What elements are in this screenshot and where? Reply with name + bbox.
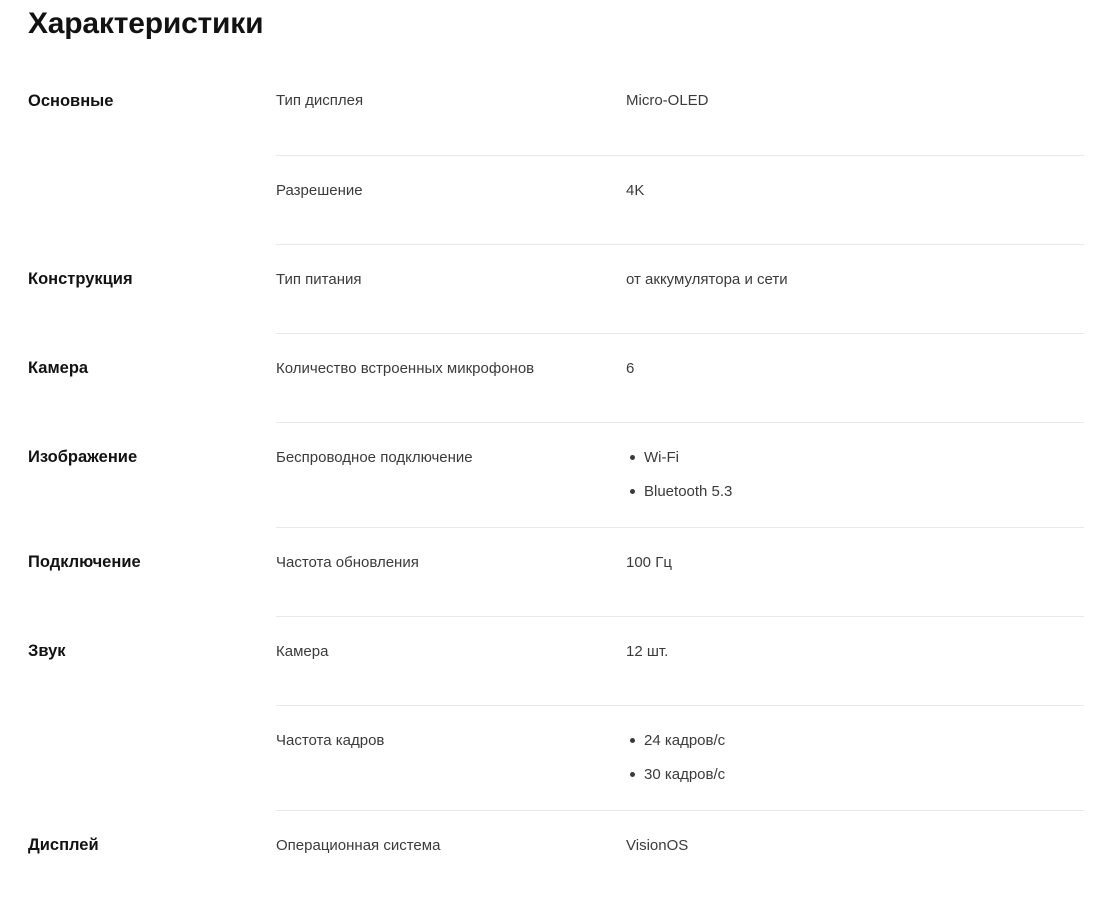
spec-entry xyxy=(276,333,1084,422)
spec-value: VisionOS xyxy=(626,837,689,854)
spec-value: 4K xyxy=(626,182,645,199)
spec-value: от аккумулятора и сети xyxy=(626,271,788,288)
specifications-table xyxy=(28,66,1084,899)
spec-value: 6 xyxy=(626,360,635,377)
spec-value: 12 шт. xyxy=(626,643,669,660)
table-row xyxy=(28,810,1084,899)
spec-group-label: Дисплей xyxy=(28,836,99,854)
spec-group-label: Конструкция xyxy=(28,270,133,288)
spec-group-label: Основные xyxy=(28,92,114,110)
spec-value-list xyxy=(626,730,1084,786)
table-row xyxy=(28,422,1084,527)
table-row xyxy=(28,705,1084,810)
spec-key: Разрешение xyxy=(276,182,363,199)
spec-group xyxy=(28,244,276,290)
spec-group xyxy=(28,66,276,112)
table-row xyxy=(28,333,1084,422)
spec-group xyxy=(28,527,276,573)
spec-group xyxy=(28,810,276,856)
spec-entry xyxy=(276,244,1084,333)
spec-key: Частота обновления xyxy=(276,554,419,571)
spec-group xyxy=(28,616,276,662)
table-row xyxy=(28,616,1084,705)
spec-value xyxy=(626,730,1084,786)
spec-entry xyxy=(276,66,1084,155)
spec-entry xyxy=(276,155,1084,244)
table-row xyxy=(28,155,1084,244)
spec-value-list xyxy=(626,447,1084,503)
spec-entry xyxy=(276,527,1084,616)
spec-group xyxy=(28,333,276,379)
spec-key: Тип питания xyxy=(276,271,362,288)
table-row xyxy=(28,527,1084,616)
spec-value: Micro-OLED xyxy=(626,92,709,109)
spec-key: Беспроводное подключение xyxy=(276,449,473,466)
list-item: Wi-Fi xyxy=(644,447,1084,469)
spec-entry xyxy=(276,616,1084,705)
spec-value xyxy=(626,447,1084,503)
spec-group-label: Подключение xyxy=(28,553,141,571)
list-item: 24 кадров/с xyxy=(644,730,1084,752)
list-item: 30 кадров/с xyxy=(644,764,1084,786)
table-row xyxy=(28,66,1084,155)
spec-key: Количество встроенных микрофонов xyxy=(276,360,535,377)
spec-entry xyxy=(276,810,1084,899)
spec-entry xyxy=(276,705,1084,810)
spec-group xyxy=(28,422,276,468)
spec-value: 100 Гц xyxy=(626,554,672,571)
spec-group-label: Изображение xyxy=(28,448,138,466)
spec-key: Операционная система xyxy=(276,837,441,854)
spec-group-label: Камера xyxy=(28,359,89,377)
spec-key: Тип дисплея xyxy=(276,92,364,109)
list-item: Bluetooth 5.3 xyxy=(644,481,1084,503)
spec-key: Частота кадров xyxy=(276,732,385,749)
table-row xyxy=(28,244,1084,333)
spec-key: Камера xyxy=(276,643,329,660)
spec-entry xyxy=(276,422,1084,527)
spec-group-label: Звук xyxy=(28,642,66,660)
page-title: Характеристики xyxy=(28,7,264,40)
